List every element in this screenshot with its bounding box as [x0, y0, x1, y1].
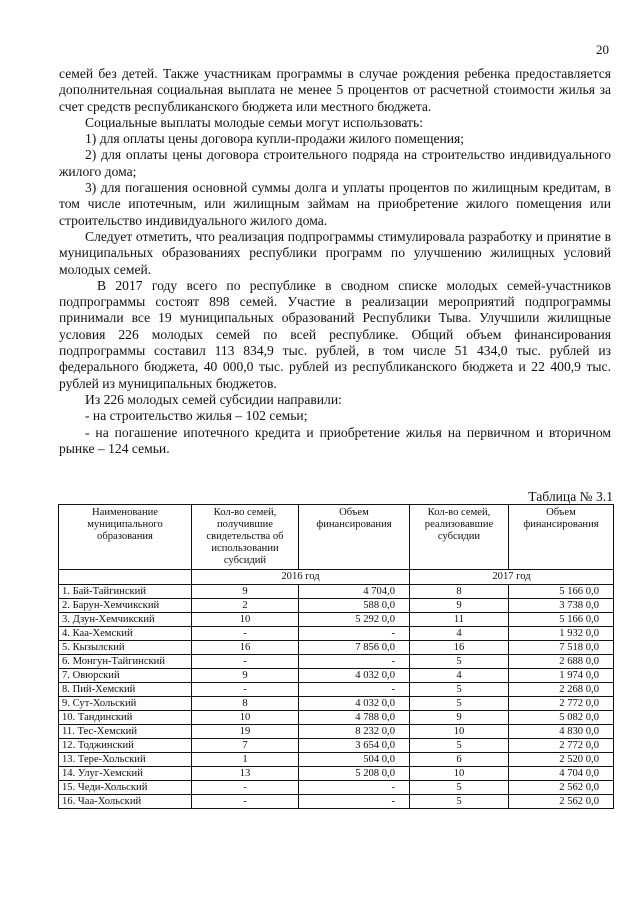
cell-funding-2016: 4 704,0: [299, 585, 410, 599]
cell-municipality: 5. Кызылский: [59, 641, 192, 655]
table-header-row: [59, 505, 614, 570]
cell-funding-2016: -: [299, 781, 410, 795]
header-funding-2017: Объем финансирования: [509, 505, 614, 570]
cell-families-2017: 9: [410, 711, 509, 725]
paragraph: Социальные выплаты молодые семьи могут использовать:: [85, 114, 423, 130]
page-number: 20: [596, 42, 609, 57]
cell-funding-2017: 5 166 0,0: [509, 585, 614, 599]
cell-families-2016: 1: [192, 753, 299, 767]
cell-municipality: 6. Монгун-Тайгинский: [59, 655, 192, 669]
cell-funding-2016: 588 0,0: [299, 599, 410, 613]
table-row: [59, 641, 614, 655]
header-families-certificates: Кол-во семей, получившие свидетельства об использовании субсидий: [192, 505, 299, 570]
list-item: 3) для погашения основной суммы долга и уплаты процентов по жилищным кредитам, в том числе ипотечным, или жилищным займам на приобретение жилого помещения или строительство индивидуального жилого дома.: [59, 180, 611, 228]
cell-families-2017: 5: [410, 697, 509, 711]
header-municipality: Наименование муниципального образования: [59, 505, 192, 570]
cell-municipality: 13. Тере-Хольский: [59, 753, 192, 767]
cell-municipality: 8. Пий-Хемский: [59, 683, 192, 697]
cell-municipality: 16. Чаа-Хольский: [59, 795, 192, 809]
cell-funding-2016: -: [299, 655, 410, 669]
list-item: 2) для оплаты цены договора строительного подряда на строительство индивидуального жилого дома;: [59, 147, 611, 179]
cell-funding-2017: 4 830 0,0: [509, 725, 614, 739]
table-row: [59, 627, 614, 641]
cell-families-2016: 2: [192, 599, 299, 613]
table-row: [59, 599, 614, 613]
list-item: - на строительство жилья – 102 семьи;: [85, 408, 308, 424]
paragraph: Из 226 молодых семей субсидии направили:: [85, 391, 342, 407]
cell-municipality: 1. Бай-Тайгинский: [59, 585, 192, 599]
cell-families-2017: 16: [410, 641, 509, 655]
table-row: [59, 697, 614, 711]
table-row: [59, 753, 614, 767]
table-row: [59, 725, 614, 739]
cell-municipality: 9. Сут-Хольский: [59, 697, 192, 711]
cell-families-2016: 9: [192, 669, 299, 683]
cell-funding-2017: 5 166 0,0: [509, 613, 614, 627]
cell-funding-2016: -: [299, 683, 410, 697]
cell-families-2016: 7: [192, 739, 299, 753]
cell-families-2017: 4: [410, 627, 509, 641]
cell-funding-2016: 7 856 0,0: [299, 641, 410, 655]
cell-funding-2017: 2 772 0,0: [509, 739, 614, 753]
cell-families-2016: 13: [192, 767, 299, 781]
table-row: [59, 683, 614, 697]
cell-municipality: 4. Каа-Хемский: [59, 627, 192, 641]
cell-families-2017: 6: [410, 753, 509, 767]
cell-municipality: 12. Тоджинский: [59, 739, 192, 753]
list-item: 1) для оплаты цены договора купли-продажи жилого помещения;: [85, 131, 465, 147]
cell-funding-2017: 2 688 0,0: [509, 655, 614, 669]
cell-funding-2016: 5 292 0,0: [299, 613, 410, 627]
cell-funding-2016: 4 032 0,0: [299, 697, 410, 711]
cell-funding-2016: 4 788 0,0: [299, 711, 410, 725]
table-row: [59, 781, 614, 795]
cell-families-2017: 5: [410, 683, 509, 697]
cell-families-2016: 10: [192, 613, 299, 627]
cell-families-2017: 10: [410, 767, 509, 781]
cell-funding-2017: 1 932 0,0: [509, 627, 614, 641]
cell-families-2017: 11: [410, 613, 509, 627]
cell-families-2017: 8: [410, 585, 509, 599]
cell-funding-2017: 5 082 0,0: [509, 711, 614, 725]
table-row: [59, 669, 614, 683]
cell-funding-2016: 8 232 0,0: [299, 725, 410, 739]
cell-families-2016: 19: [192, 725, 299, 739]
year-blank: [59, 570, 192, 585]
cell-funding-2017: 3 738 0,0: [509, 599, 614, 613]
paragraph: Следует отметить, что реализация подпрограммы стимулировала разработку и принятие в муниципальных образованиях республики программ по улучшению жилищных условий молодых семей.: [59, 228, 611, 277]
cell-funding-2016: 4 032 0,0: [299, 669, 410, 683]
cell-families-2016: -: [192, 627, 299, 641]
table-row: [59, 585, 614, 599]
cell-families-2016: -: [192, 655, 299, 669]
body-text: [59, 66, 611, 457]
cell-funding-2017: 2 772 0,0: [509, 697, 614, 711]
table-row: [59, 613, 614, 627]
cell-municipality: 2. Барун-Хемчикский: [59, 599, 192, 613]
cell-municipality: 3. Дзун-Хемчикский: [59, 613, 192, 627]
cell-families-2016: -: [192, 683, 299, 697]
year-2016: 2016 год: [192, 570, 410, 585]
cell-funding-2016: -: [299, 627, 410, 641]
cell-families-2017: 4: [410, 669, 509, 683]
table-row: [59, 767, 614, 781]
cell-funding-2017: 4 704 0,0: [509, 767, 614, 781]
table-row: [59, 655, 614, 669]
cell-families-2016: 9: [192, 585, 299, 599]
table-year-row: [59, 570, 614, 585]
cell-families-2017: 10: [410, 725, 509, 739]
cell-families-2017: 5: [410, 739, 509, 753]
cell-funding-2017: 7 518 0,0: [509, 641, 614, 655]
paragraph: В 2017 году всего по республике в сводном списке молодых семей-участников подпрограммы состоят 898 семей. Участие в реализации мероприятий подпрограммы принимали все 19 муниципальных образований Республики Тыва. Улучшили жилищные условия 226 молодых семей по всей республике. Общий объем финансирования подпрограммы составил 113 834,9 тыс. рублей, в том числе 51 434,0 тыс. рублей из федерального бюджета, 40 000,0 тыс. рублей из республиканского бюджета и 22 400,9 тыс. рублей из муниципальных бюджетов.: [59, 277, 611, 391]
cell-funding-2016: 504 0,0: [299, 753, 410, 767]
cell-funding-2016: 5 208 0,0: [299, 767, 410, 781]
paragraph: семей без детей. Также участникам программы в случае рождения ребенка предоставляется дополнительная социальная выплата не менее 5 процентов от расчетной стоимости жилья за счет средств республиканского бюджета или местного бюджета.: [59, 66, 611, 114]
cell-municipality: 10. Тандинский: [59, 711, 192, 725]
table-row: [59, 795, 614, 809]
cell-families-2017: 5: [410, 795, 509, 809]
table-caption: Таблица № 3.1: [528, 489, 613, 504]
list-item: - на погашение ипотечного кредита и приобретение жилья на первичном и вторичном рынке – 124 семьи.: [59, 424, 611, 456]
cell-funding-2017: 2 520 0,0: [509, 753, 614, 767]
cell-families-2016: 16: [192, 641, 299, 655]
cell-municipality: 7. Овюрский: [59, 669, 192, 683]
cell-families-2017: 5: [410, 655, 509, 669]
header-funding-2016: Объем финансирования: [299, 505, 410, 570]
cell-families-2017: 5: [410, 781, 509, 795]
cell-families-2016: 10: [192, 711, 299, 725]
cell-funding-2017: 2 562 0,0: [509, 781, 614, 795]
cell-municipality: 15. Чеди-Хольский: [59, 781, 192, 795]
cell-funding-2017: 1 974 0,0: [509, 669, 614, 683]
cell-funding-2016: -: [299, 795, 410, 809]
cell-funding-2017: 2 562 0,0: [509, 795, 614, 809]
cell-funding-2016: 3 654 0,0: [299, 739, 410, 753]
cell-families-2016: -: [192, 781, 299, 795]
cell-funding-2017: 2 268 0,0: [509, 683, 614, 697]
header-families-realized: Кол-во семей, реализовавшие субсидии: [410, 505, 509, 570]
cell-families-2016: 8: [192, 697, 299, 711]
cell-families-2017: 9: [410, 599, 509, 613]
year-2017: 2017 год: [410, 570, 614, 585]
cell-municipality: 14. Улуг-Хемский: [59, 767, 192, 781]
table-row: [59, 739, 614, 753]
table-row: [59, 711, 614, 725]
cell-municipality: 11. Тес-Хемский: [59, 725, 192, 739]
cell-families-2016: -: [192, 795, 299, 809]
data-table: [58, 504, 614, 809]
